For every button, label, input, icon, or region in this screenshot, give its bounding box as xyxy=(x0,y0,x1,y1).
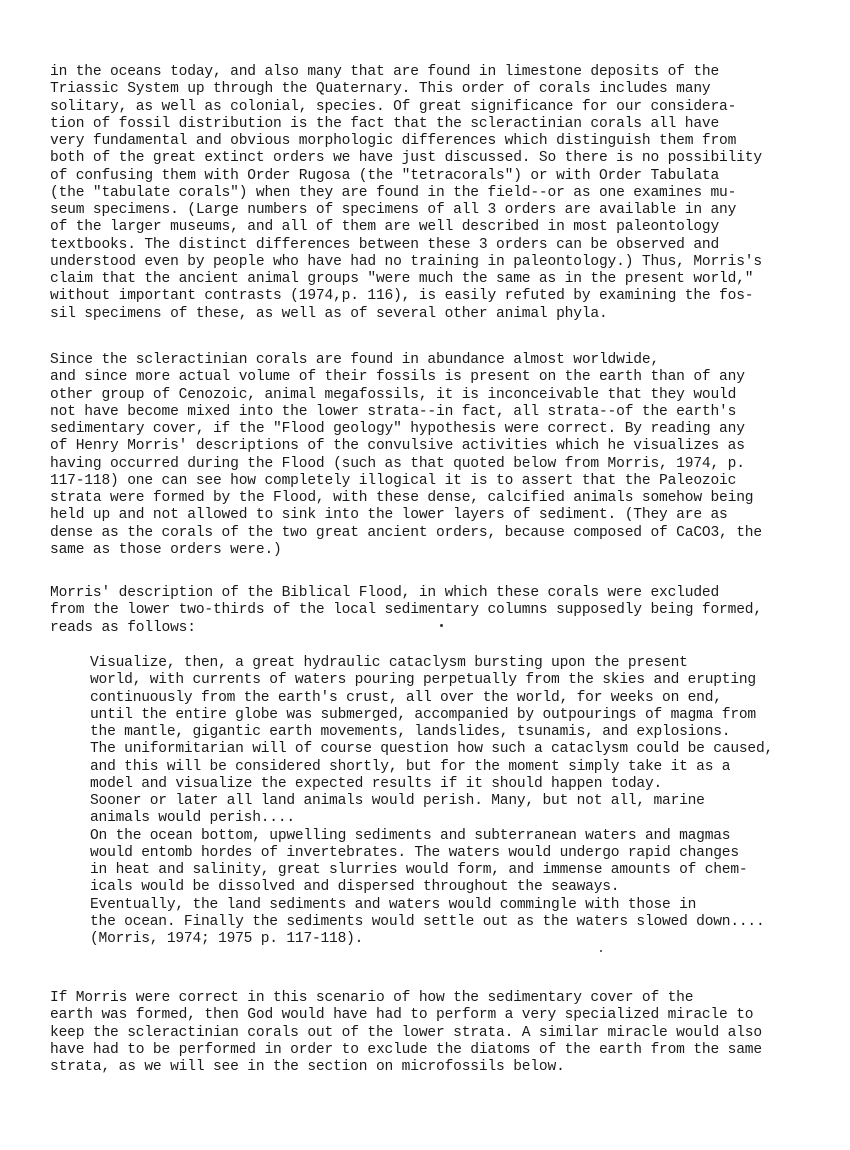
text-line: until the entire globe was submerged, accompanied by outpourings of magma from xyxy=(90,706,756,723)
text-line: have had to be performed in order to exclude the diatoms of the earth from the same xyxy=(50,1041,762,1058)
text-line: very fundamental and obvious morphologic differences which distinguish them from xyxy=(50,133,737,149)
text-line: strata, as we will see in the section on microfossils below. xyxy=(50,1059,565,1075)
text-line: solitary, as well as colonial, species. Of great significance for our considera- xyxy=(50,98,737,115)
text-line: of confusing them with Order Rugosa (the "tetracorals") or with Order Tabulata xyxy=(50,167,720,184)
text-line: from the lower two-thirds of the local sedimentary columns supposedly being formed, xyxy=(50,602,762,619)
paragraph-flood-geology-argument xyxy=(50,352,762,559)
text-line: in heat and salinity, great slurries would form, and immense amounts of chem- xyxy=(90,862,748,878)
text-line: Morris' description of the Biblical Flood, in which these corals were excluded xyxy=(50,585,720,601)
text-line: without important contrasts (1974,p. 116), is easily refuted by examining the fos- xyxy=(50,288,754,305)
text-line: having occurred during the Flood (such as that quoted below from Morris, 1974, p. xyxy=(50,455,745,472)
text-line: dense as the corals of the two great ancient orders, because composed of CaCO3, the xyxy=(50,524,762,541)
text-line: Eventually, the land sediments and waters would commingle with those in xyxy=(90,896,697,913)
text-line: other group of Cenozoic, animal megafossils, it is inconceivable that they would xyxy=(50,386,737,403)
text-line: held up and not allowed to sink into the lower layers of sediment. (They are as xyxy=(50,507,728,524)
text-line: continuously from the earth's crust, all over the world, for weeks on end, xyxy=(90,689,722,706)
text-line: in the oceans today, and also many that are found in limestone deposits of the xyxy=(50,64,720,80)
text-line: seum specimens. (Large numbers of specimens of all 3 orders are available in any xyxy=(50,202,737,218)
text-line: The uniformitarian will of course question how such a cataclysm could be caused, xyxy=(90,741,774,758)
text-line: strata were formed by the Flood, with these dense, calcified animals somehow being xyxy=(50,490,754,506)
text-line: and since more actual volume of their fossils is present on the earth than of any xyxy=(50,369,745,386)
text-line: of the larger museums, and all of them are well described in most paleontology xyxy=(50,219,720,236)
text-line: icals would be dissolved and dispersed throughout the seaways. xyxy=(90,879,620,896)
text-line: animals would perish.... xyxy=(90,810,295,827)
text-line: earth was formed, then God would have had to perform a very specialized miracle to xyxy=(50,1007,754,1024)
text-line: keep the scleractinian corals out of the lower strata. A similar miracle would also xyxy=(50,1024,762,1041)
text-line: understood even by people who have had no training in paleontology.) Thus, Morris's xyxy=(50,253,762,270)
text-line: the ocean. Finally the sediments would settle out as the waters slowed down.... xyxy=(90,913,765,930)
text-line: textbooks. The distinct differences between these 3 orders can be observed and xyxy=(50,236,720,253)
paragraph-coral-morphology xyxy=(50,64,762,323)
text-line: the mantle, gigantic earth movements, landslides, tsunamis, and explosions. xyxy=(90,724,731,740)
text-line: reads as follows: xyxy=(50,619,196,636)
text-line: Triassic System up through the Quaternary. This order of corals includes many xyxy=(50,81,711,98)
text-line: Since the scleractinian corals are found in abundance almost worldwide, xyxy=(50,352,660,368)
text-line: If Morris were correct in this scenario of how the sedimentary cover of the xyxy=(50,990,694,1006)
text-line: 117-118) one can see how completely illogical it is to assert that the Paleozoic xyxy=(50,472,737,489)
stray-mark xyxy=(440,624,443,627)
stray-mark xyxy=(600,950,602,952)
text-line: sedimentary cover, if the "Flood geology" hypothesis were correct. By reading any xyxy=(50,421,745,437)
text-line: On the ocean bottom, upwelling sediments and subterranean waters and magmas xyxy=(90,827,731,844)
text-line: not have become mixed into the lower strata--in fact, all strata--of the earth's xyxy=(50,403,737,420)
text-line: and this will be considered shortly, but for the moment simply take it as a xyxy=(90,758,731,775)
text-line: Visualize, then, a great hydraulic cataclysm bursting upon the present xyxy=(90,655,688,671)
text-line: model and visualize the expected results if it should happen today. xyxy=(90,775,663,792)
text-line: claim that the ancient animal groups "were much the same as in the present world," xyxy=(50,271,754,287)
text-line: (the "tabulate corals") when they are found in the field--or as one examines mu- xyxy=(50,184,737,201)
text-line: tion of fossil distribution is the fact that the scleractinian corals all have xyxy=(50,115,720,132)
text-line: sil specimens of these, as well as of several other animal phyla. xyxy=(50,305,608,322)
text-line: same as those orders were.) xyxy=(50,541,282,558)
paragraph-quote-intro xyxy=(50,585,762,637)
text-line: (Morris, 1974; 1975 p. 117-118). xyxy=(90,931,364,947)
paragraph-miracle-conclusion xyxy=(50,990,762,1076)
text-line: of Henry Morris' descriptions of the convulsive activities which he visualizes as xyxy=(50,438,745,455)
text-line: Sooner or later all land animals would perish. Many, but not all, marine xyxy=(90,793,705,809)
text-line: world, with currents of waters pouring perpetually from the skies and erupting xyxy=(90,672,756,689)
block-quote-morris xyxy=(90,655,773,948)
text-line: both of the great extinct orders we have just discussed. So there is no possibility xyxy=(50,150,762,167)
text-line: would entomb hordes of invertebrates. The waters would undergo rapid changes xyxy=(90,844,739,861)
